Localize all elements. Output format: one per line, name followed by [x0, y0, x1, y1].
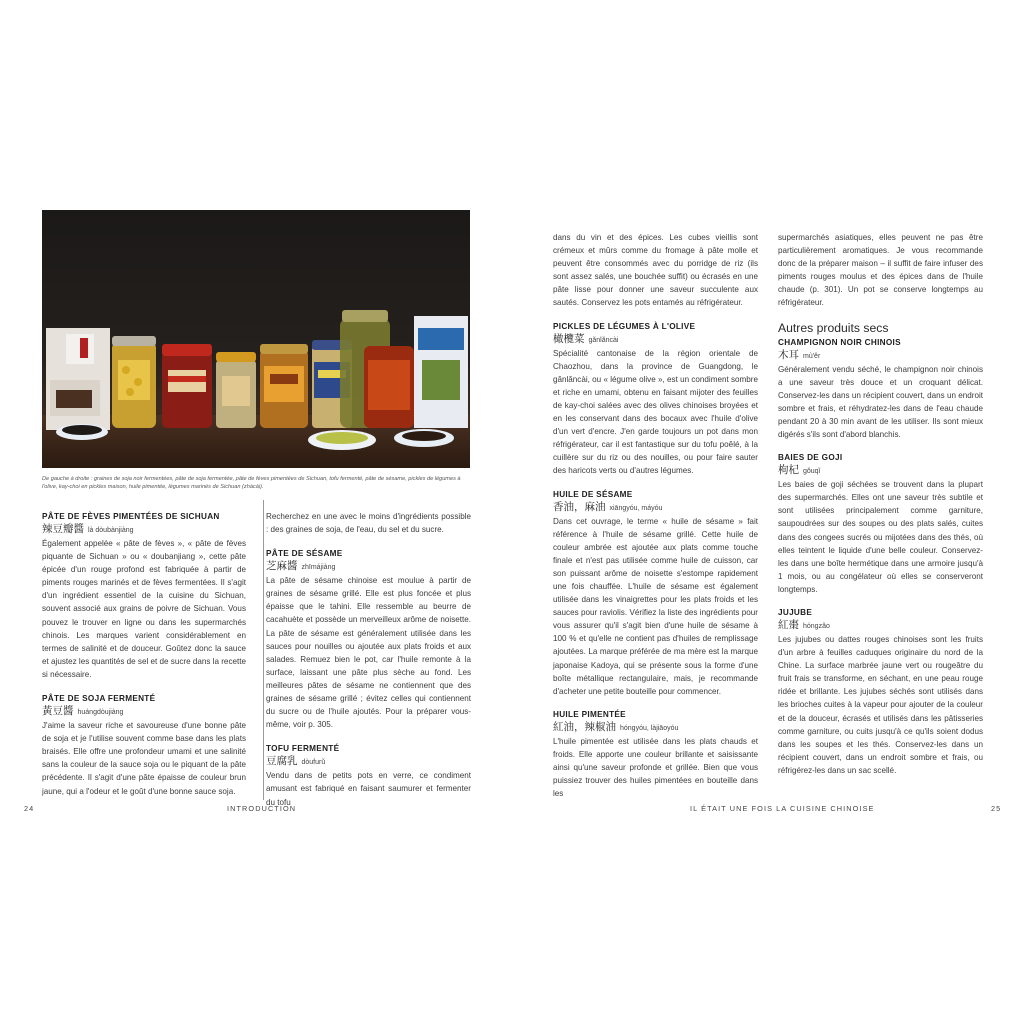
entry-text: La pâte de sésame chinoise est moulue à partir de graines de sésame grillé. Elle est plus foncée et plus épaisse que le tahini. Elle ressemble au beurre de cacahuète et possède un merveilleux arôme de noisette. La pâte de sésame est généralement utilisée dans les sauces pour nouilles ou ajoutée aux plats froids et aux salades. Remuez bien le pot, car l'huile remonte à la surface, laissant une pâte plus sèche au fond. Les meilleures pâtes de sésame ne contiennent que des graines de sésame grillé ; évitez celles qui contiennent du sucre ou de l'huile ajoutés. Pour la préparer vous-même, voir p. 305.	[266, 576, 471, 730]
condiment-jars-icon	[42, 210, 470, 468]
column-3	[553, 231, 758, 800]
entry-text: Également appelée « pâte de fèves », « pâte de fèves piquante de Sichuan » ou « doubanjiang », cette pâte épicée d'un rouge profond est fabriquée à partir de piments rouges marinés et de fèves fermentées. Il s'agit d'un ingrédient essentiel de la cuisine du Sichuan, souvent associé aux grains de poivre de Sichuan. Vous pouvez le trouver en ligne ou dans les supermarchés chinois. Les marques varient considérablement en termes de salinité et de douceur. Goûtez donc la sauce et ajustez les quantités de sel et de sucre dans la recette si nécessaire.	[42, 539, 246, 679]
column-4	[778, 231, 983, 777]
photo-caption: De gauche à droite : graines de soja noir fermentées, pâte de soja fermentée, pâte de fèves pimentées de Sichuan, tofu fermenté, pâte de sésame, pickles de légumes à l'olive, kay-choi en pickles maison, huile pimentée, légumes marinés de Sichuan (zhàcài).	[42, 476, 461, 491]
entry-chinese: 木耳 mù'ěr	[778, 348, 821, 361]
column-divider	[263, 500, 264, 800]
condiments-photo	[42, 210, 470, 468]
section-title: Autres produits secs	[778, 320, 889, 335]
entry-title: PÂTE DE FÈVES PIMENTÉES DE SICHUAN	[42, 512, 220, 521]
entry-title: TOFU FERMENTÉ	[266, 744, 340, 754]
entry-chinese: 枸杞 gǒuqǐ	[778, 464, 821, 477]
entry-title: PÂTE DE SOJA FERMENTÉ	[42, 694, 156, 704]
entry-chinese: 紅油，辣椒油 hóngyóu, làjiāoyóu	[553, 720, 679, 733]
entry-text: dans du vin et des épices. Les cubes vieillis sont crémeux et mûrs comme du fromage à pâte molle et peuvent être consommés avec du porridge de riz (ils sont assez salés, une bouchée suffit) ou écrasés en une pâte lisse pour donner une saveur succulente aux sautés. Conservez les pots entamés au réfrigérateur.	[553, 233, 758, 308]
entry-title: HUILE PIMENTÉE	[553, 709, 626, 719]
entry-text: Généralement vendu séché, le champignon noir chinois a une saveur très douce et un croquant délicat. Conservez-les dans un récipient couvert, dans un endroit sombre et frais, et réhydratez-les dans de l'eau chaude pendant 20 à 30 min avant de les utiliser. Ils sont mieux digérés s'ils sont d'abord blanchis.	[778, 364, 983, 440]
entry-title: PÂTE DE SÉSAME	[266, 549, 343, 559]
entry-chinese: 橄欖菜 gǎnlǎncài	[553, 332, 619, 345]
entry-title: PICKLES DE LÉGUMES À L'OLIVE	[553, 321, 696, 331]
column-2	[266, 510, 471, 809]
entry-text: Spécialité cantonaise de la région orientale de Chaozhou, dans la province de Guangdong, le gǎnlǎncài, ou « légume olive », est un condiment sombre et riche en umami, obtenu en faisant mijoter des feuilles de kay-choi salées avec des olives chinoises broyées et en les conservant dans des bocaux avec l'huile d'olive d'un vert d'encre. J'en garde toujours un pot dans mon réfrigérateur, car il est fantastique sur du tofu poêlé, à la cuillère sur du riz ou des nouilles, ou pour faire sauter des haricots verts ou d'autres légumes.	[553, 348, 758, 476]
entry-title: CHAMPIGNON NOIR CHINOIS	[778, 337, 901, 347]
right-page-number: 25	[991, 804, 1002, 813]
entry-title: HUILE DE SÉSAME	[553, 489, 633, 499]
column-1	[42, 510, 246, 798]
entry-title: BAIES DE GOJI	[778, 453, 843, 463]
entry-chinese: 紅棗 hóngzǎo	[778, 618, 830, 631]
entry-text: supermarchés asiatiques, elles peuvent ne pas être particulièrement aromatiques. Je vous recommande donc de la préparer maison – il suffit de faire infuser des piments rouges moulus et des épices dans de l'huile chaude (p. 301). Un pot se conserve longtemps au réfrigérateur.	[778, 233, 983, 308]
right-running-head: IL ÉTAIT UNE FOIS LA CUISINE CHINOISE	[690, 804, 875, 813]
entry-text: Dans cet ouvrage, le terme « huile de sésame » fait référence à l'huile de sésame grillé. Cette huile de couleur ambrée est ajoutée aux plats comme touche finale et n'est pas utilisée comme huile de cuisson, car son puissant arôme de noisette s'estompe rapidement une fois chauffée. L'huile de sésame est également utilisée dans les vinaigrettes pour les plats froids et les sauces pour raviolis. Vérifiez la liste des ingrédients pour vous assurer qu'il s'agit bien d'une huile de sésame à 100 % et qu'elle ne contient pas d'huiles de remplissage ajoutées. La marque préférée de ma mère est la marque japonaise Kadoya, qui se présente sous la forme d'une boîte métallique rectangulaire, mais, je recommande d'acheter une petite bouteille pour commencer.	[553, 516, 758, 696]
entry-text: Les baies de goji séchées se trouvent dans la plupart des supermarchés. Elles ont une saveur très subtile et sont utilisées principalement comme garniture, saupoudrées sur des soupes ou des plats salés, cuites dans des congees sucrés ou mijotées dans des thés, où elles teintent le liquide d'une belle couleur. Conservez-les dans une boîte hermétique dans une armoire jusqu'à 1 mois, ou au congélateur où elles se conserveront longtemps.	[778, 480, 983, 594]
left-page-number: 24	[24, 804, 35, 813]
entry-text: Vendu dans de petits pots en verre, ce condiment amusant est fabriqué en faisant saumurer et fermenter du tofu	[266, 771, 471, 807]
entry-text: J'aime la saveur riche et savoureuse d'une bonne pâte de soja et je l'utilise souvent comme base dans les plats braisés. Elle offre une profondeur umami et une salinité sans la couleur de la sauce soja ou le piquant de la pâte précédente. Il s'agit d'une pâte épaisse de couleur brun jaune, qui a l'odeur et le goût d'une bonne sauce soja.	[42, 721, 246, 796]
entry-chinese: 辣豆瓣醬 là dòubànjiàng	[42, 523, 134, 535]
entry-title: JUJUBE	[778, 607, 813, 617]
entry-text: Les jujubes ou dattes rouges chinoises sont les fruits d'un arbre à feuilles caduques originaire du nord de la Chine. La surface marbrée jaune vert ou rougeâtre du fruit frais se transforme, en séchant, en une peau rouge ridée et brillante. Les jujubes séchés sont utilisés dans les brioches cuites à la vapeur pour ajouter de la couleur et de la douceur, écrasés et utilisés dans les pâtisseries comme garniture, ou cuits jusqu'à ce qu'ils soient dodus dans les soupes et les thés. Conservez-les dans un récipient couvert, dans un endroit sombre et frais, ou réfrigérez-les dans un sac scellé.	[778, 634, 983, 775]
left-running-head: INTRODUCTION	[227, 804, 297, 813]
entry-chinese: 豆腐乳 dòufurǔ	[266, 755, 326, 768]
entry-chinese: 香油，麻油 xiāngyóu, máyóu	[553, 500, 663, 513]
entry-text: Recherchez en une avec le moins d'ingrédients possible : des graines de soja, de l'eau, du sel et du sucre.	[266, 512, 471, 535]
entry-text: L'huile pimentée est utilisée dans les plats chauds et froids. Elle apporte une couleur brillante et saisissante ainsi qu'une saveur profonde et grillée. Bien que vous puissiez trouver des huiles pimentées en bouteille dans les	[553, 736, 758, 799]
entry-chinese: 芝麻醬 zhīmájiàng	[266, 560, 336, 573]
entry-chinese: 黃豆醬 huángdòujiàng	[42, 705, 124, 718]
